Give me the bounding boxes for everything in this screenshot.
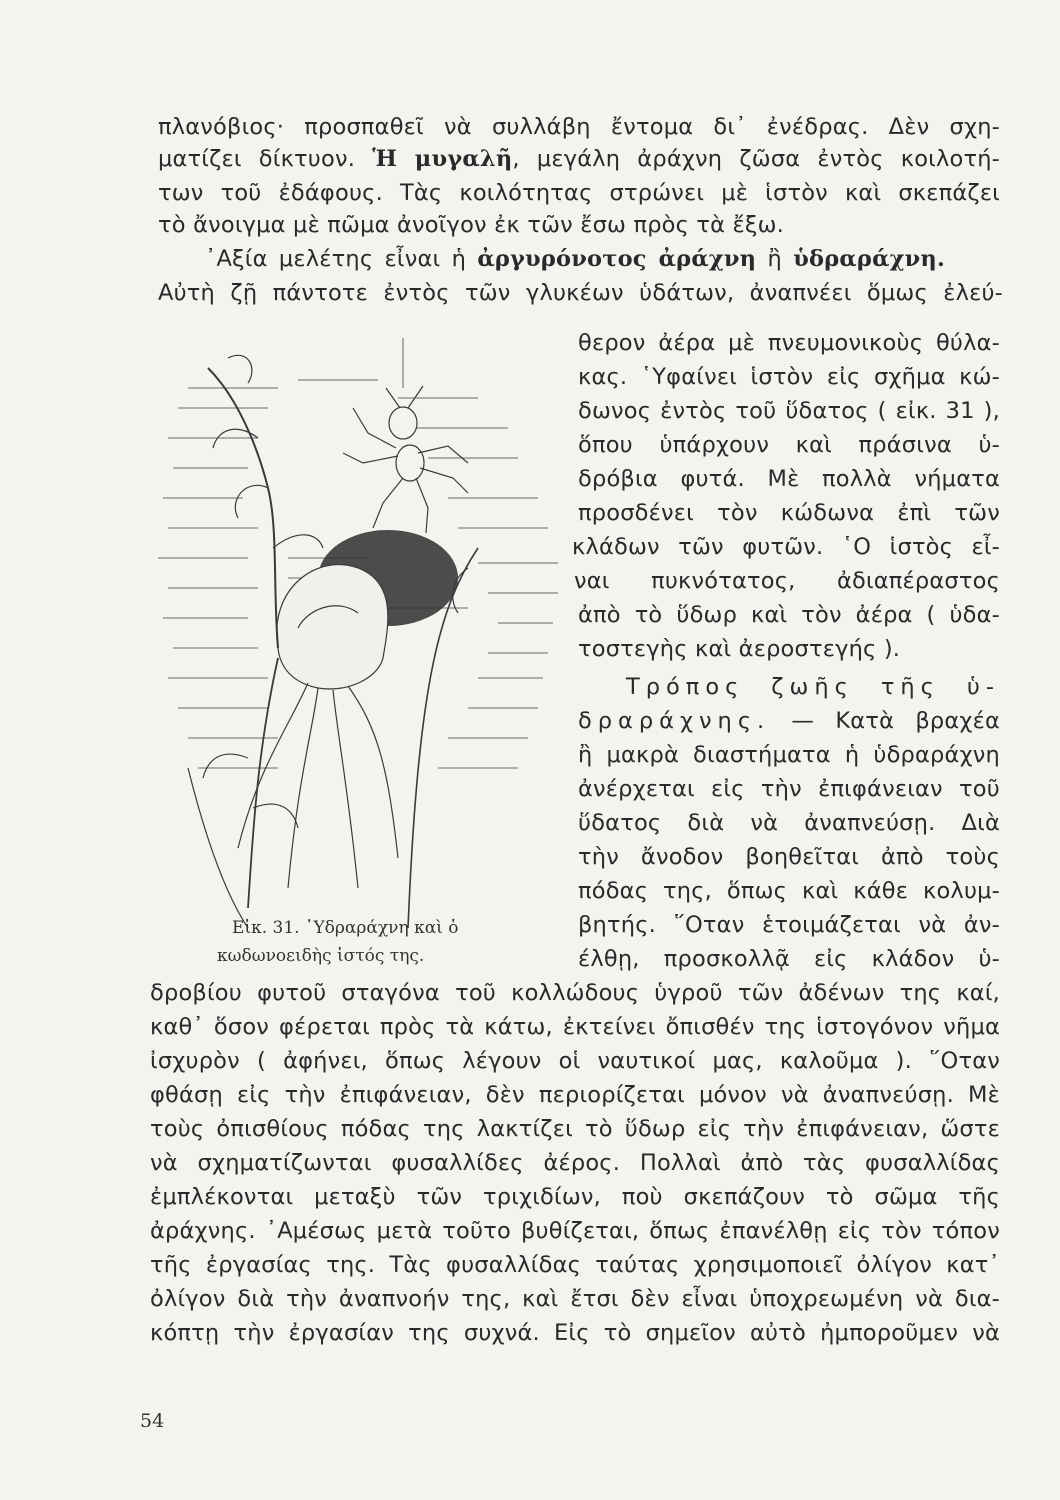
text-line: δωνος ἐντὸς τοῦ ὕδατος ( εἰκ. 31 ), [578, 398, 1000, 424]
text-line: τοστεγὴς καὶ ἀεροστεγής ). [578, 636, 901, 662]
text-line [578, 710, 1000, 733]
text-line: ὀλίγον διὰ τὴν ἀναπνοήν της, καὶ ἔτσι δὲν εἶναι ὑποχρεωμένη νὰ δια- [150, 1286, 1000, 1312]
text-line: προσδένει τὸν κώδωνα ἐπὶ τῶν [578, 500, 1000, 526]
text-line: των τοῦ ἐδάφους. Τὰς κοιλότητας στρώνει μὲ ἱστὸν καὶ σκεπάζει [158, 180, 1000, 206]
text-line [158, 148, 1000, 171]
text-line: καθ᾽ ὅσον φέρεται πρὸς τὰ κάτω, ἐκτείνει ὄπισθέν της ἱστογόνον νῆμα [150, 1014, 1000, 1040]
term-mygali: Ἡ μυγαλῆ [372, 146, 513, 172]
text-line: φθάσῃ εἰς τὴν ἐπιφάνειαν, δὲν περιορίζεται μόνον νὰ ἀναπνεύσῃ. Μὲ [150, 1082, 1000, 1108]
figure-caption: Εἰκ. 31. ῾Υδραράχνη καὶ ὁ [232, 918, 459, 938]
text-line: ἢ μακρὰ διαστήματα ἡ ὑδραράχνη [578, 742, 1000, 768]
text-line: ὕδατος διὰ νὰ ἀναπνεύσῃ. Διὰ [578, 810, 1000, 836]
text-line: δροβίου φυτοῦ σταγόνα τοῦ κολλώδους ὑγροῦ τῶν ἀδένων της καί, [150, 980, 1000, 1006]
page-number: 54 [140, 1410, 165, 1432]
text-line: ἰσχυρὸν ( ἀφήνει, ὅπως λέγουν οἱ ναυτικοί μας, καλοῦμα ). ῞Οταν [150, 1048, 1000, 1074]
text-line: τῆς ἐργασίας της. Τὰς φυσαλλίδας ταύτας χρησιμοποιεῖ ὀλίγον κατ᾽ [150, 1252, 1000, 1278]
text-line: κας. ῾Υφαίνει ἱστὸν εἰς σχῆμα κώ- [578, 364, 1000, 390]
text-line: δρόβια φυτά. Μὲ πολλὰ νήματα [578, 466, 1000, 492]
text-line: Αὐτὴ ζῇ πάντοτε ἐντὸς τῶν γλυκέων ὑδάτων, ἀναπνέει ὅμως ἐλεύ- [158, 280, 1003, 306]
text-line: ἀπὸ τὸ ὕδωρ καὶ τὸν ἀέρα ( ὑδα- [578, 602, 1000, 628]
text-line: κόπτῃ τὴν ἐργασίαν της συχνά. Εἰς τὸ σημεῖον αὐτὸ ἠμποροῦμεν νὰ [150, 1320, 1000, 1346]
text-line: ἀνέρχεται εἰς τὴν ἐπιφάνειαν τοῦ [578, 776, 1000, 802]
text-line: ἐμπλέκονται μεταξὺ τῶν τριχιδίων, ποὺ σκεπάζουν τὸ σῶμα τῆς [150, 1184, 1000, 1210]
text-line: ἀράχνης. ᾿Αμέσως μετὰ τοῦτο βυθίζεται, ὅπως ἐπανέλθῃ εἰς τὸν τόπον [150, 1218, 1000, 1244]
text-line: τὴν ἄνοδον βοηθεῖται ἀπὸ τοὺς [578, 844, 1000, 870]
water-spider-illustration [148, 328, 568, 938]
text-fragment: — Κατὰ βραχέα [770, 708, 1000, 734]
text-line: ὅπου ὑπάρχουν καὶ πράσινα ὑ- [578, 432, 1000, 458]
term-argyronotos: ἀργυρόνοτος ἀράχνη [477, 246, 757, 272]
section-heading: Τρόπος ζωῆς τῆς ὑ- [626, 674, 1000, 700]
text-line: τὸ ἄνοιγμα μὲ πῶμα ἀνοῖγον ἐκ τῶν ἔσω πρὸς τὰ ἔξω. [158, 212, 785, 238]
text-line: θερον ἀέρα μὲ πνευμονικοὺς θύλα- [578, 330, 1000, 356]
text-line: ναι πυκνότατος, ἀδιαπέραστος [574, 568, 1000, 594]
text-line [205, 248, 945, 271]
text-fragment: ματίζει δίκτυον. [158, 146, 356, 172]
text-line: νὰ σχηματίζωνται φυσαλλίδες ἀέρος. Πολλαὶ ἀπὸ τὰς φυσαλλίδας [150, 1150, 1000, 1176]
term-ydrarachni: ὑδραράχνη. [793, 246, 945, 272]
text-fragment: ᾿Αξία μελέτης εἶναι ἡ [205, 246, 467, 272]
figure-caption: κωδωνοειδὴς ἱστός της. [217, 946, 425, 966]
text-line: έλθῃ, προσκολλᾷ εἰς κλάδον ὑ- [578, 946, 1000, 972]
text-line: πλανόβιος· προσπαθεῖ νὰ συλλάβη ἔντομα δι᾽ ἐνέδρας. Δὲν σχη- [158, 114, 1000, 140]
text-line: πόδας της, ὅπως καὶ κάθε κολυμ- [578, 878, 1000, 904]
section-heading-cont: δραράχνης. [578, 708, 771, 734]
text-line: τοὺς ὀπισθίους πόδας της λακτίζει τὸ ὕδωρ εἰς τὴν ἐπιφάνειαν, ὥστε [150, 1116, 1000, 1142]
text-line: κλάδων τῶν φυτῶν. ῾Ο ἱστὸς εἶ- [572, 534, 1000, 560]
text-fragment: , μεγάλη ἀράχνη ζῶσα ἐντὸς κοιλοτή- [512, 146, 1000, 172]
text-line: βητής. ῞Οταν ἑτοιμάζεται νὰ ἀν- [578, 912, 1000, 938]
text-fragment: ἢ [756, 246, 794, 272]
